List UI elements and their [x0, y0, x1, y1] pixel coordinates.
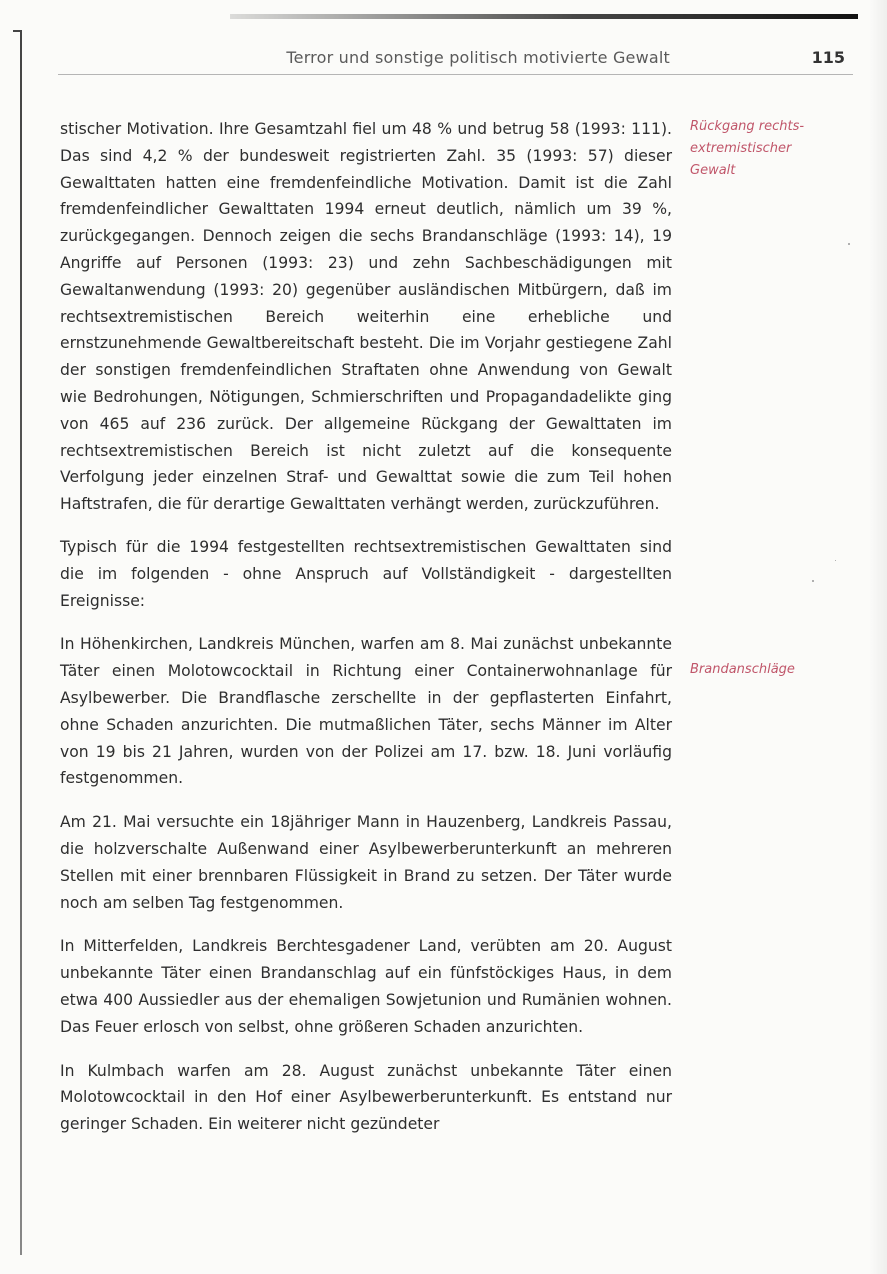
header-rule: [58, 74, 853, 75]
page-number: 115: [811, 48, 845, 67]
running-title: Terror und sonstige politisch motivierte Gewalt: [286, 48, 670, 67]
paragraph: In Kulmbach warfen am 28. August zunächst unbekannte Täter einen Molotowcocktail in den Hof einer Asylbewerberunterkunft. Es entstand nur geringer Schaden. Ein weiterer nicht gezündeter: [60, 1061, 672, 1134]
page-header: [58, 44, 853, 76]
margin-note-arson-attacks: Brandanschläge: [690, 662, 795, 677]
body-text: [60, 116, 672, 1155]
paragraph: Typisch für die 1994 festgestellten rechtsextremistischen Gewalttaten sind die im folgenden - ohne Anspruch auf Vollständigkeit - dargestellten Ereignisse:: [60, 537, 672, 610]
scan-speck: [848, 243, 850, 245]
scan-right-shadow: [869, 0, 887, 1274]
paragraph: stischer Motivation. Ihre Gesamtzahl fiel um 48 % und betrug 58 (1993: 111). Das sind 4,2 % der bundesweit registrierten Zahl. 35 (1993: 57) dieser Gewalttaten hatten eine fremdenfeindliche Motivation. Damit ist die Zahl fremdenfeindlicher Gewalttaten 1994 erneut deutlich, nämlich um 39 %, zurückgegangen. Dennoch zeigen die sechs Brandanschläge (1993: 14), 19 Angriffe auf Personen (1993: 23) und zehn Sachbeschädigungen mit Gewaltanwendung (1993: 20) gegenüber ausländischen Mitbürgern, daß im rechtsextremistischen Bereich weiterhin eine erhebliche und ernstzunehmende Gewaltbereitschaft besteht. Die im Vorjahr gestiegene Zahl der sonstigen fremdenfeindlichen Straftaten ohne Anwendung von Gewalt wie Bedrohungen, Nötigungen, Schmierschriften und Propagandadelikte ging von 465 auf 236 zurück. Der allgemeine Rückgang der Gewalttaten im rechtsextremistischen Bereich ist nicht zuletzt auf die konsequente Verfolgung jeder einzelnen Straf- und Gewalttat sowie die zum Teil hohen Haftstrafen, die für derartige Gewalttaten verhängt werden, zurückzuführen.: [60, 120, 672, 514]
scan-speck: [835, 560, 836, 561]
margin-note-right-extremism-decline: Rückgang rechts- extremistischer Gewalt: [690, 119, 805, 178]
paragraph: In Höhenkirchen, Landkreis München, warfen am 8. Mai zunächst unbekannte Täter einen Molotowcocktail in Richtung einer Containerwohnanlage für Asylbewerber. Die Brandflasche zerschellte in der gepflasterten Einfahrt, ohne Schaden anzurichten. Die mutmaßlichen Täter, sechs Männer im Alter von 19 bis 21 Jahren, wurden von der Polizei am 17. bzw. 18. Juni vorläufig festgenommen.: [60, 635, 672, 788]
scan-left-hook: [13, 30, 22, 32]
paragraph: In Mitterfelden, Landkreis Berchtesgadener Land, verübten am 20. August unbekannte Täter einen Brandanschlag auf ein fünfstöckiges Haus, in dem etwa 400 Aussiedler aus der ehemaligen Sowjetunion und Rumänien wohnen. Das Feuer erlosch von selbst, ohne größeren Schaden anzurichten.: [60, 937, 672, 1036]
paragraph: Am 21. Mai versuchte ein 18jähriger Mann in Hauzenberg, Landkreis Passau, die holzverschalte Außenwand einer Asylbewerberunterkunft an mehreren Stellen mit einer brennbaren Flüssigkeit in Brand zu setzen. Der Täter wurde noch am selben Tag festgenommen.: [60, 813, 672, 912]
scan-left-edge: [20, 30, 22, 1255]
scan-top-bar: [230, 14, 858, 19]
scan-speck: [812, 580, 814, 582]
